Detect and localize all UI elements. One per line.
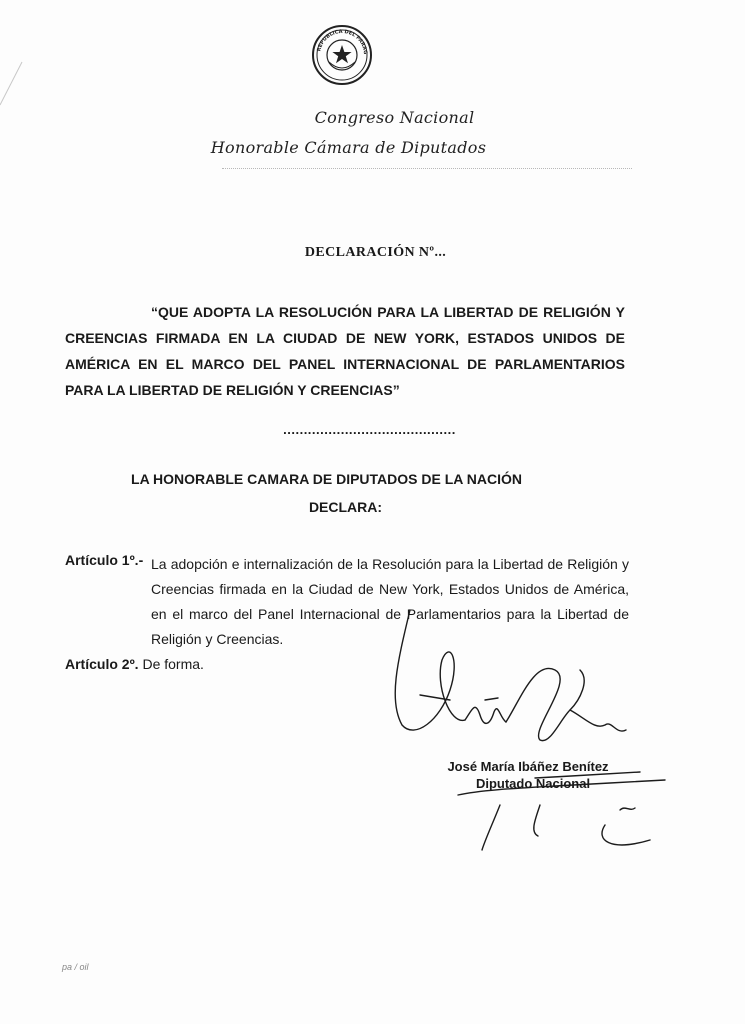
svg-text:REPUBLICA DEL PARAGUAY: [311, 24, 368, 55]
national-seal-icon: [311, 24, 373, 86]
article-2-label: Artículo 2º.: [65, 656, 139, 672]
dotted-separator: ..........................................: [283, 422, 456, 437]
footer-reference-mark: pa / oil: [62, 962, 89, 972]
declaration-title: DECLARACIÓN Nº...: [304, 245, 447, 260]
institution-chamber: Honorable Cámara de Diputados: [210, 138, 487, 157]
chamber-heading: LA HONORABLE CAMARA DE DIPUTADOS DE LA NACIÓN: [131, 471, 522, 487]
handwritten-signature: [380, 600, 680, 870]
header-divider: [222, 168, 632, 169]
declaration-subject: “QUE ADOPTA LA RESOLUCIÓN PARA LA LIBERTAD DE RELIGIÓN Y CREENCIAS FIRMADA EN LA CIUDAD DE NEW YORK, ESTADOS UNIDOS DE AMÉRICA EN EL MARCO DEL PANEL INTERNACIONAL DE PARLAMENTARIOS PARA LA LIBERTAD DE RELIGIÓN Y CREENCIAS”: [65, 304, 625, 398]
signer-name: José María Ibáñez Benítez: [447, 759, 609, 774]
institution-congress: Congreso Nacional: [314, 108, 475, 127]
article-2: [65, 656, 204, 672]
article-2-text: De forma.: [138, 656, 204, 672]
article-1-label: Artículo 1º.-: [65, 552, 144, 568]
declares-heading: DECLARA:: [308, 499, 383, 515]
signer-title: Diputado Nacional: [475, 776, 591, 791]
article-1-text: La adopción e internalización de la Resolución para la Libertad de Religión y Creencias firmada en la Ciudad de New York, Estados Unidos de América, en el marco del Panel Internacional de Parlamentarios para la Libertad de Religión y Creencias.: [151, 556, 629, 647]
scan-edge-mark: [0, 0, 40, 110]
seal-text: REPUBLICA DEL PARAG: [316, 28, 369, 55]
